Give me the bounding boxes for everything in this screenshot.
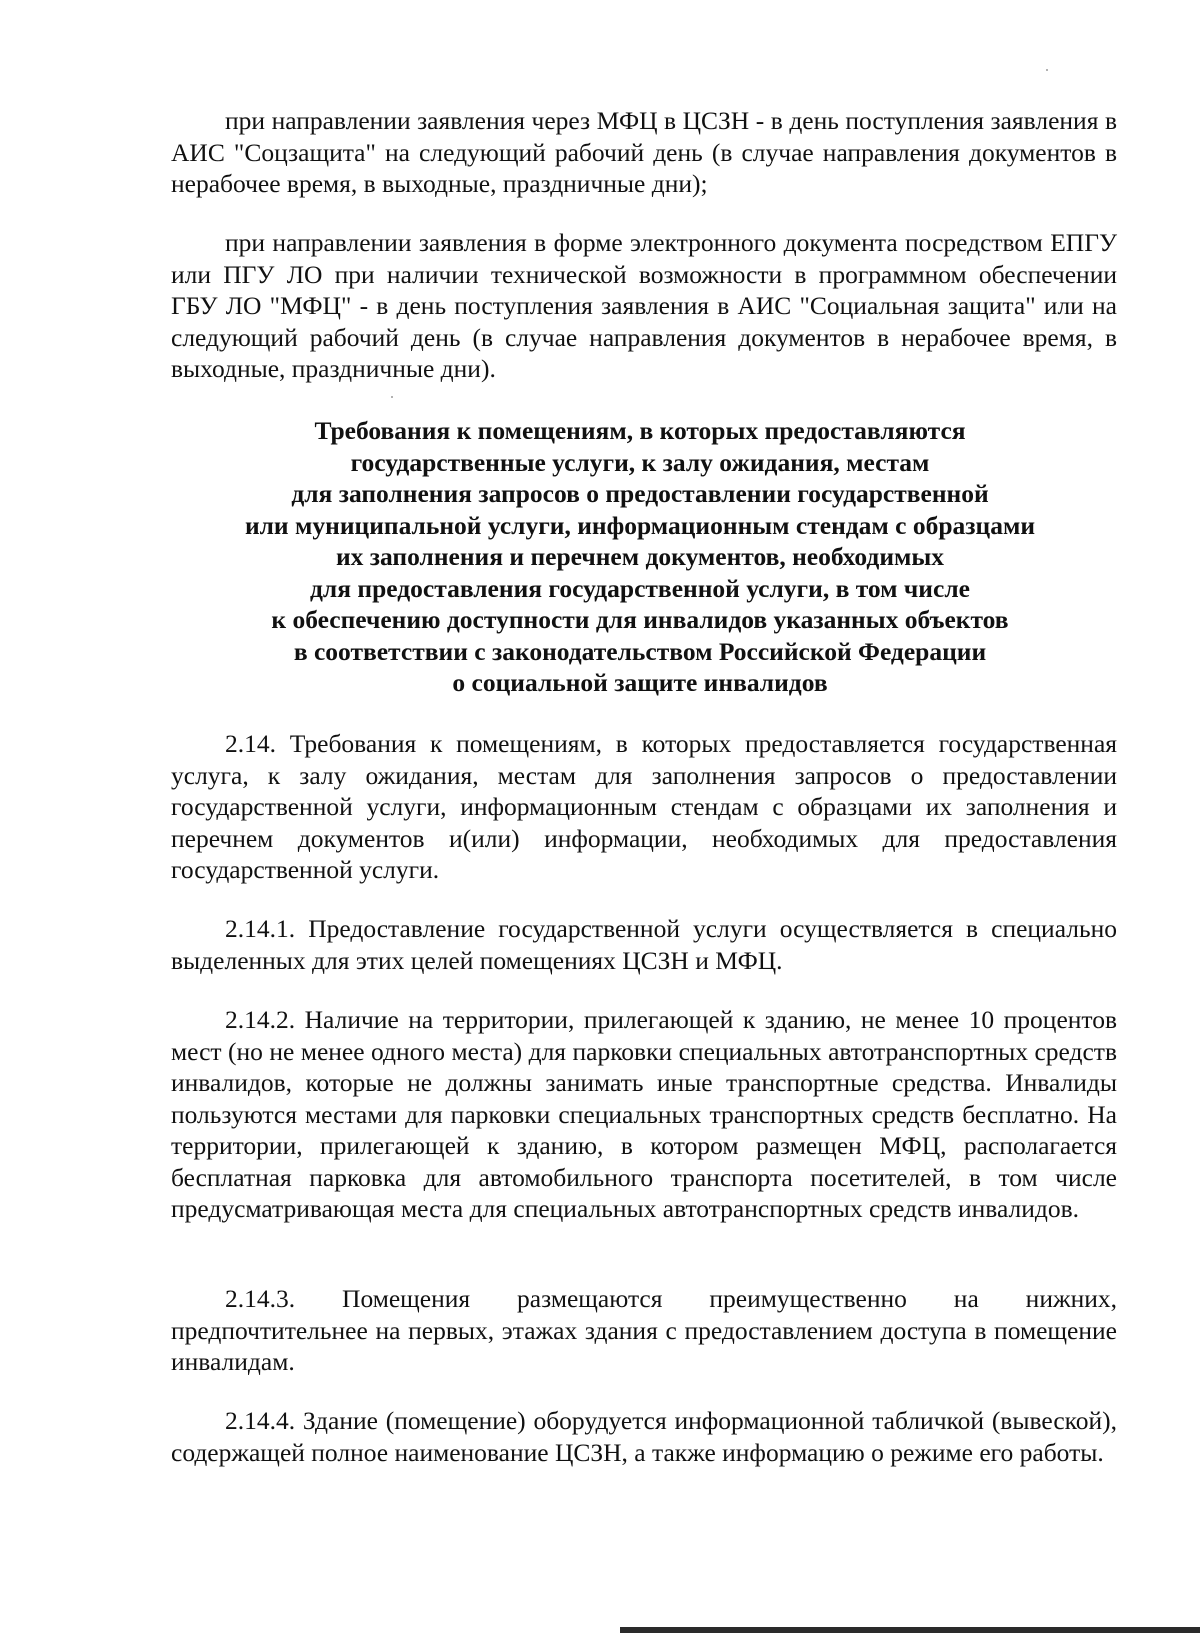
paragraph-electronic-submission: при направлении заявления в форме электронного документа посредством ЕПГУ или ПГУ ЛО при наличии технической возможности в программном обеспечении ГБУ ЛО "МФЦ" - в день поступления заявления в АИС "Социальная защита" или на следующий рабочий день (в случае направления документов в нерабочее время, в выходные, праздничные дни). bbox=[171, 228, 1117, 383]
heading-line: к обеспечению доступности для инвалидов указанных объектов bbox=[271, 605, 1009, 634]
section-2-14 bbox=[171, 728, 1117, 886]
clause-2-14-1: 2.14.1. Предоставление государственной услуги осуществляется в специально выделенных для этих целей помещениях ЦСЗН и МФЦ. bbox=[171, 914, 1117, 975]
scan-speck bbox=[1046, 69, 1048, 71]
section-2-14-3 bbox=[171, 1283, 1117, 1378]
paragraph-block-1 bbox=[171, 105, 1117, 200]
heading-line: для предоставления государственной услуги, в том числе bbox=[310, 573, 970, 603]
section-heading bbox=[140, 415, 1140, 699]
paragraph-block-2 bbox=[171, 227, 1117, 385]
heading-line: государственные услуги, к залу ожидания, местам bbox=[350, 447, 930, 477]
heading-line: для заполнения запросов о предоставлении государственной bbox=[291, 479, 989, 508]
section-2-14-1 bbox=[171, 913, 1117, 976]
scan-speck bbox=[391, 396, 393, 398]
heading-line: Требования к помещениям, в которых предоставляются bbox=[314, 416, 966, 445]
clause-2-14-4: 2.14.4. Здание (помещение) оборудуется информационной табличкой (вывеской), содержащей полное наименование ЦСЗН, а также информацию о режиме его работы. bbox=[171, 1406, 1117, 1467]
heading-line: в соответствии с законодательством Российской Федерации bbox=[293, 636, 987, 666]
clause-2-14: 2.14. Требования к помещениям, в которых предоставляется государственная услуга, к залу ожидания, местам для заполнения запросов о предоставлении государственной услуги, информационным стендам с образцами их заполнения и перечнем документов и(или) информации, необходимых для предоставления государственной услуги. bbox=[171, 729, 1117, 884]
heading-line: о социальной защите инвалидов bbox=[452, 668, 828, 697]
section-2-14-4 bbox=[171, 1405, 1117, 1468]
scan-bottom-edge bbox=[620, 1627, 1200, 1633]
heading-line: или муниципальной услуги, информационным стендам с образцами bbox=[244, 510, 1036, 540]
section-2-14-2 bbox=[171, 1004, 1117, 1225]
clause-2-14-3: 2.14.3. Помещения размещаются преимущественно на нижних, предпочтительнее на первых, этажах здания с предоставлением доступа в помещение инвалидам. bbox=[171, 1284, 1117, 1376]
paragraph-mfc-submission: при направлении заявления через МФЦ в ЦСЗН - в день поступления заявления в АИС "Соцзащита" на следующий рабочий день (в случае направления документов в нерабочее время, в выходные, праздничные дни); bbox=[171, 106, 1117, 198]
heading-line: их заполнения и перечнем документов, необходимых bbox=[335, 542, 945, 571]
clause-2-14-2: 2.14.2. Наличие на территории, прилегающей к зданию, не менее 10 процентов мест (но не менее одного места) для парковки специальных автотранспортных средств инвалидов, которые не должны занимать иные транспортные средства. Инвалиды пользуются местами для парковки специальных транспортных средств бесплатно. На территории, прилегающей к зданию, в котором размещен МФЦ, располагается бесплатная парковка для автомобильного транспорта посетителей, в том числе предусматривающая места для специальных автотранспортных средств инвалидов. bbox=[171, 1005, 1117, 1223]
